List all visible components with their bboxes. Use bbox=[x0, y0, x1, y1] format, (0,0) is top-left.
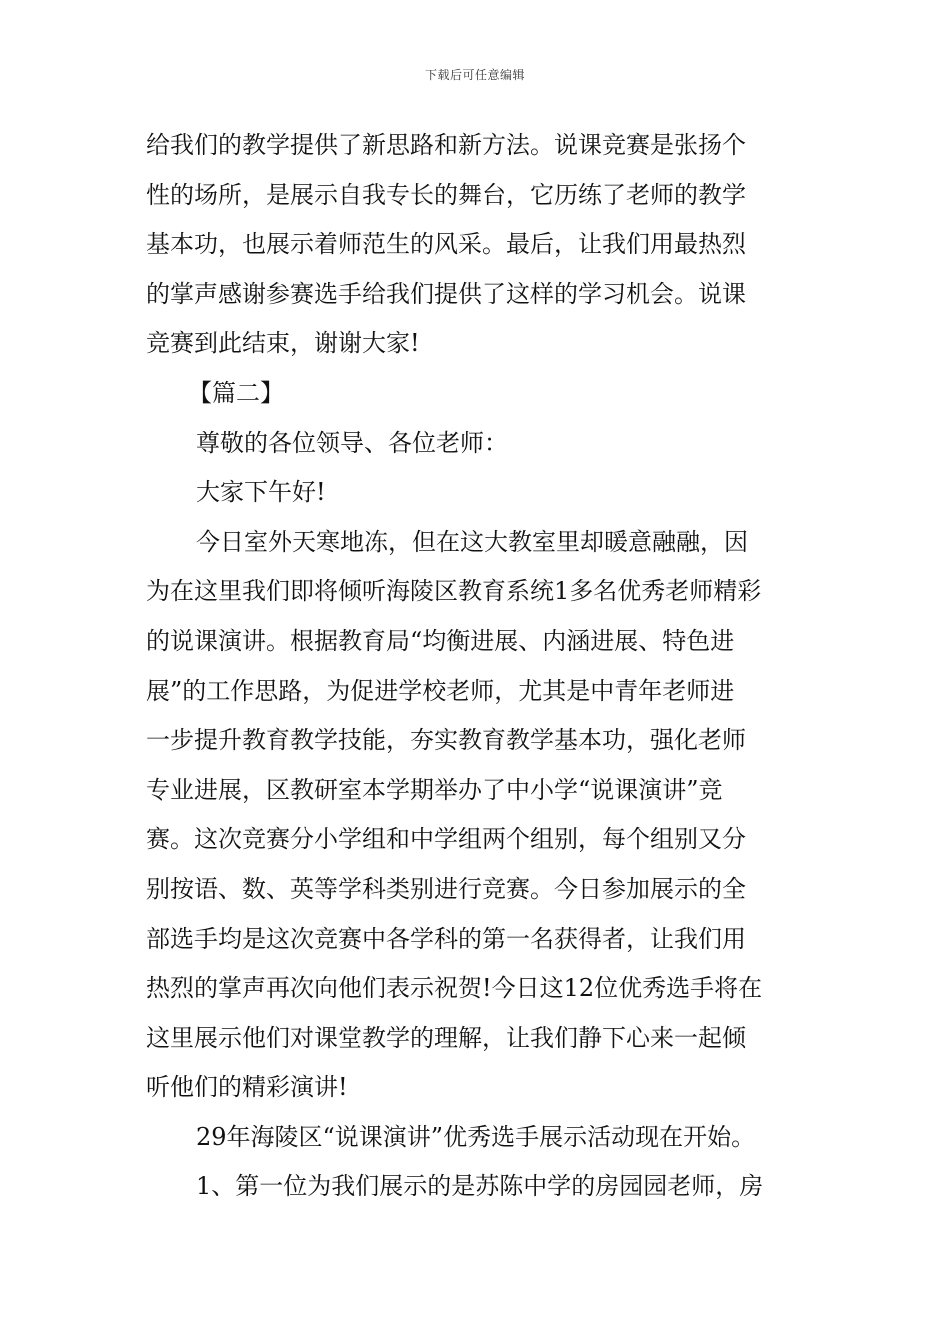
text-line: 部选手均是这次竞赛中各学科的第一名获得者，让我们用 bbox=[146, 924, 746, 953]
text-line: 赛。这次竞赛分小学组和中学组两个组别，每个组别又分 bbox=[146, 825, 746, 854]
paragraph-start: 29年海陵区“说课演讲”优秀选手展示活动现在开始。 bbox=[196, 1122, 756, 1151]
text-line: 基本功，也展示着师范生的风采。最后，让我们用最热烈 bbox=[146, 230, 746, 259]
text-line: 一步提升教育教学技能，夯实教育教学基本功，强化老师 bbox=[146, 726, 746, 755]
text-line: 专业进展，区教研室本学期举办了中小学“说课演讲”竞 bbox=[146, 775, 723, 804]
document-body bbox=[146, 121, 806, 1212]
salutation: 尊敬的各位领导、各位老师： bbox=[196, 428, 508, 457]
text-line: 给我们的教学提供了新思路和新方法。说课竞赛是张扬个 bbox=[146, 131, 746, 159]
section-heading: 【篇二】 bbox=[188, 378, 284, 407]
text-line: 这里展示他们对课堂教学的理解，让我们静下心来一起倾 bbox=[146, 1023, 746, 1052]
text-line: 听他们的精彩演讲! bbox=[146, 1073, 348, 1102]
text-line: 热烈的掌声再次向他们表示祝贺!今日这12位优秀选手将在 bbox=[146, 974, 763, 1003]
page-header: 下载后可任意编辑 bbox=[424, 68, 525, 82]
paragraph-start: 今日室外天寒地冻，但在这大教室里却暖意融融，因 bbox=[196, 527, 748, 556]
text-line: 的掌声感谢参赛选手给我们提供了这样的学习机会。说课 bbox=[146, 279, 746, 308]
text-line: 的说课演讲。根据教育局“均衡进展、内涵进展、特色进 bbox=[146, 626, 735, 655]
text-line: 别按语、数、英等学科类别进行竞赛。今日参加展示的全 bbox=[146, 874, 746, 903]
paragraph-start: 1、第一位为我们展示的是苏陈中学的房园园老师，房 bbox=[196, 1172, 764, 1201]
text-line: 性的场所，是展示自我专长的舞台，它历练了老师的教学 bbox=[146, 180, 746, 209]
greeting: 大家下午好! bbox=[196, 478, 326, 507]
text-line: 为在这里我们即将倾听海陵区教育系统1多名优秀老师精彩 bbox=[146, 577, 762, 606]
text-line: 竞赛到此结束，谢谢大家! bbox=[146, 329, 420, 358]
text-line: 展”的工作思路，为促进学校老师，尤其是中青年老师进 bbox=[146, 676, 735, 705]
